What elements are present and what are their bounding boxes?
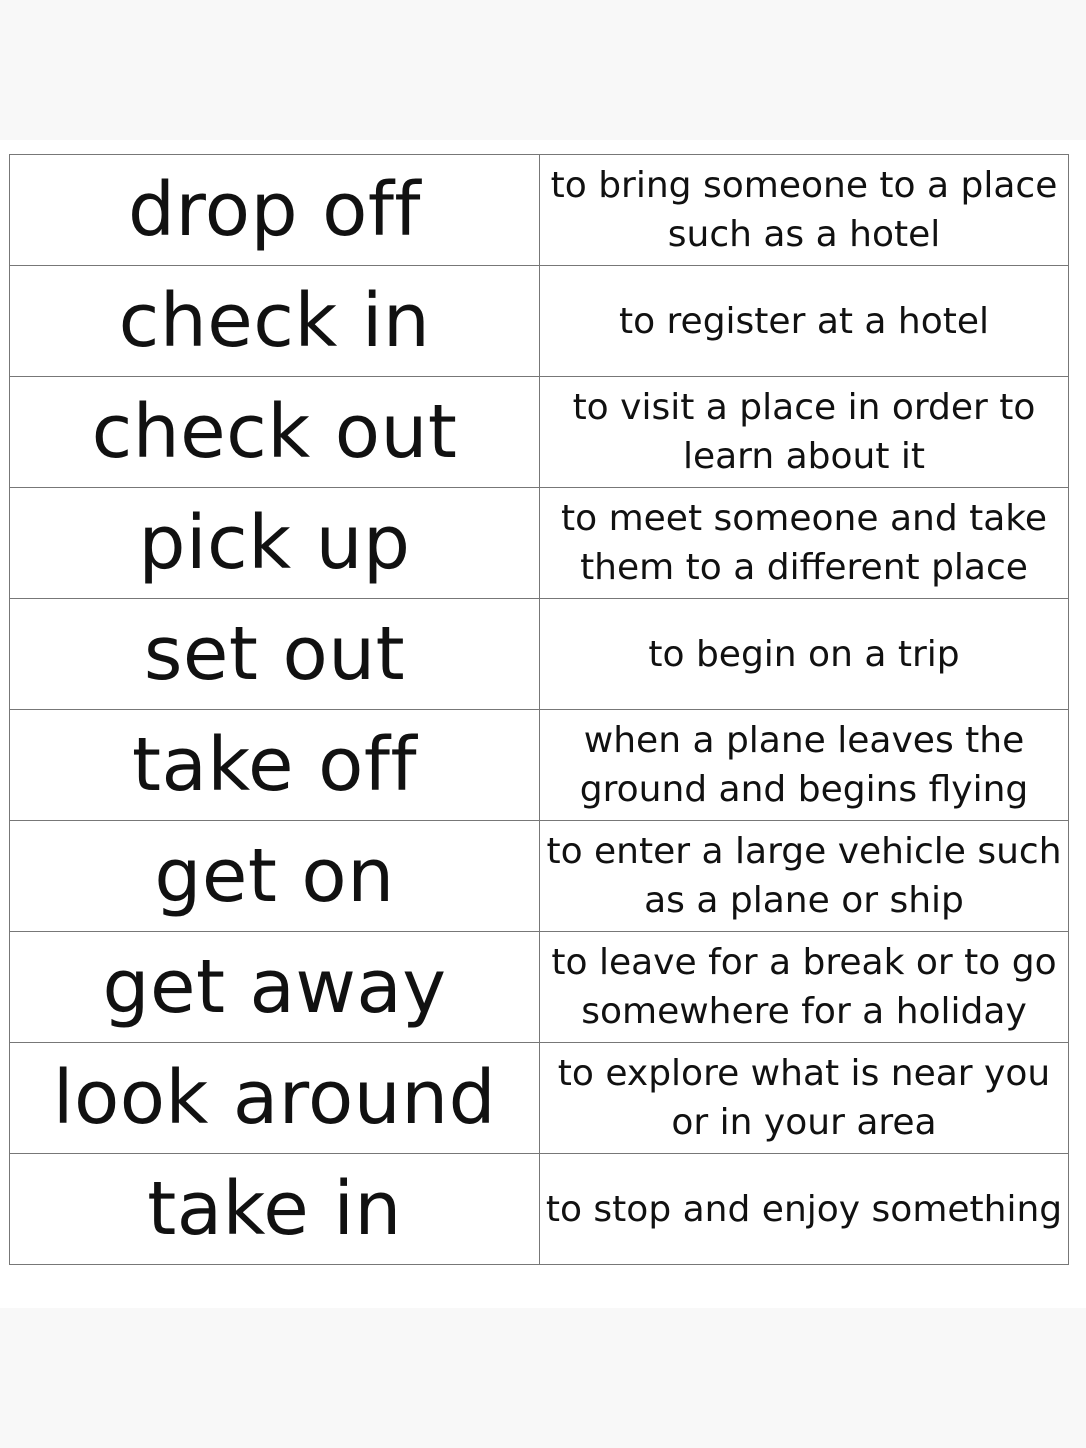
definition-text: to begin on a trip [648, 633, 960, 675]
definition-text: to stop and enjoy something [545, 1188, 1063, 1230]
term-cell: pick up [10, 488, 540, 599]
phrasal-verb-table [9, 154, 1069, 1265]
term-cell: look around [10, 1043, 540, 1154]
definition-text: to register at a hotel [618, 300, 990, 342]
table-row [10, 155, 1069, 266]
term-cell: get on [10, 821, 540, 932]
term-cell: drop off [10, 155, 540, 266]
definition-cell [540, 377, 1069, 488]
table-row [10, 599, 1069, 710]
term-cell: check out [10, 377, 540, 488]
definition-cell [540, 710, 1069, 821]
definition-text: to leave for a break or to go somewhere for a holiday [551, 942, 1057, 1032]
table-row [10, 932, 1069, 1043]
table-row [10, 266, 1069, 377]
table-row [10, 710, 1069, 821]
definition-text: to enter a large vehicle such as a plane or ship [546, 831, 1062, 921]
term-cell: take off [10, 710, 540, 821]
definition-text: to bring someone to a place such as a hotel [550, 165, 1058, 255]
definition-cell [540, 1154, 1069, 1265]
term-cell: get away [10, 932, 540, 1043]
definition-cell [540, 266, 1069, 377]
definition-text: to meet someone and take them to a different place [561, 498, 1047, 588]
table-row [10, 1154, 1069, 1265]
table-row [10, 488, 1069, 599]
term-cell: take in [10, 1154, 540, 1265]
table-row [10, 377, 1069, 488]
term-cell: check in [10, 266, 540, 377]
table-row [10, 821, 1069, 932]
definition-cell [540, 599, 1069, 710]
definition-text: when a plane leaves the ground and begins flying [579, 720, 1029, 810]
definition-cell [540, 488, 1069, 599]
definition-text: to explore what is near you or in your area [557, 1053, 1051, 1143]
term-cell: set out [10, 599, 540, 710]
worksheet [0, 140, 1086, 1308]
table-row [10, 1043, 1069, 1154]
definition-cell [540, 155, 1069, 266]
definition-text: to visit a place in order to learn about it [572, 387, 1036, 477]
definition-cell [540, 1043, 1069, 1154]
definition-cell [540, 821, 1069, 932]
definition-cell [540, 932, 1069, 1043]
